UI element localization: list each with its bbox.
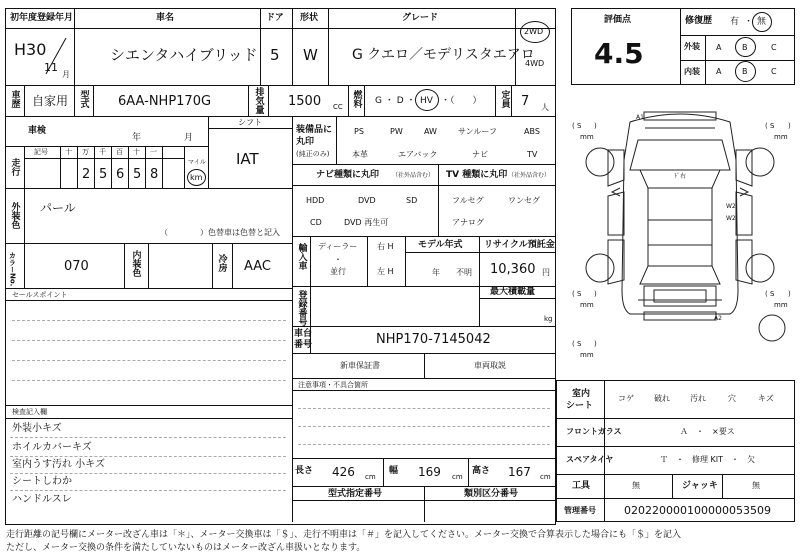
inspection-label: 車検 (28, 126, 47, 136)
repair-history-label: 修復歴 (685, 16, 713, 26)
grade: G クエロ／モデリスタエアロ (352, 47, 535, 63)
inspector-note: 室内うす汚れ 小キズ (12, 459, 105, 470)
equip-pw: PW (390, 127, 403, 136)
shift: IAT (236, 150, 259, 168)
first-reg-label: 初年度登録年月 (10, 13, 74, 23)
shape: W (303, 46, 318, 64)
height-unit: cm (540, 473, 551, 481)
door-label: ドア (266, 13, 284, 23)
mileage-digit: 6 (116, 167, 125, 182)
import-left-h: 左 H (377, 267, 394, 276)
footer-note-1: 走行距離の記号欄にメーター改ざん車は「＊」、メーター交換車は「＄」、走行不明車は「＃」を記入してください。メーター交換で合算表示した場合にも「＄」を記入 (6, 530, 682, 540)
model-year-unknown: 不明 (456, 268, 472, 277)
cc-unit: CC (333, 103, 343, 111)
drive-4wd: 4WD (525, 59, 545, 68)
inspector-note: ハンドルスレ (12, 494, 72, 505)
interior-grade-c: C (771, 67, 777, 76)
footer-note-2: ただし、メーター交換の条件を満たしていないものはメーター改ざん車扱いとなります。 (6, 543, 366, 553)
capacity-unit: 人 (541, 103, 549, 112)
equip-ps: PS (354, 127, 364, 136)
equip-abs: ABS (524, 127, 540, 136)
mileage-label: 走行 (9, 158, 20, 176)
ac-label: 冷房 (216, 254, 227, 272)
unit-ten-man: 十 (65, 148, 72, 156)
unit-ichi: 一 (150, 148, 157, 156)
recycle-amount: 10,360 (490, 262, 536, 277)
equip-tv: TV (527, 150, 538, 159)
windshield-value: Ａ ・ ×要ス (680, 427, 735, 436)
type-designation-label: 型式指定番号 (328, 489, 383, 499)
seat-label-2: シート (566, 401, 594, 411)
category-label: 類別区分番号 (464, 489, 519, 499)
model-year-unit: 年 (432, 268, 440, 277)
tools-label: 工具 (572, 481, 591, 491)
interior-color-label: 内装色 (130, 250, 141, 277)
doors: 5 (270, 46, 280, 64)
tv-type-sub: （社外品含む） (508, 172, 551, 179)
exterior-label: 外装 (684, 42, 700, 51)
recycle-label: リサイクル預託金 (484, 240, 555, 250)
unit-sen: 千 (99, 148, 106, 156)
svg-text:mm: mm (774, 133, 788, 141)
era-year: H30 (14, 40, 47, 59)
warranty-label: 新車保証書 (340, 361, 380, 370)
navi-type-sub: （社外品含む） (392, 172, 435, 179)
fuel-paren: ・（ ） (441, 96, 482, 106)
svg-text:W2: W2 (726, 203, 736, 210)
jack-label: ジャッキ (682, 481, 718, 491)
inspector-note: 外装小キズ (12, 423, 62, 434)
svg-text:A1: A1 (636, 114, 644, 121)
car-name-label: 車名 (156, 13, 175, 23)
registration-label: 登録番号 (296, 290, 307, 326)
equip-navi: ナビ (472, 150, 488, 159)
mileage-digit: 5 (99, 167, 108, 182)
km-label: km (190, 173, 203, 182)
unit-man: 万 (82, 148, 89, 156)
svg-text:mm: mm (580, 301, 594, 309)
navi-sd: SD (406, 196, 418, 205)
model: 6AA-NHP170G (118, 94, 212, 109)
grade-label: グレード (402, 13, 439, 23)
color-label: 外装色 (9, 202, 20, 229)
seat-item: 汚れ (690, 394, 706, 403)
navi-dvd: DVD (358, 196, 376, 205)
displacement: 1500 (288, 94, 322, 109)
mileage-digit: 8 (150, 167, 159, 182)
interior-label: 内装 (684, 67, 700, 76)
seat-item: 破れ (654, 394, 670, 403)
mgmt-label: 管理番号 (564, 506, 596, 515)
reg-month: 11 (44, 61, 58, 74)
shift-label: シフト (238, 118, 262, 127)
mileage-digit: 5 (133, 167, 142, 182)
exterior-grade-c: C (771, 43, 777, 52)
exterior-grade-a: A (716, 43, 722, 52)
svg-text:( S: ( S (572, 290, 582, 298)
usage: 自家用 (32, 94, 69, 108)
equip-leather: 本革 (352, 150, 368, 159)
chassis-label-2: 番号 (294, 340, 313, 350)
max-load-unit: kg (544, 315, 553, 323)
shape-label: 形状 (300, 13, 319, 23)
svg-text:mm: mm (580, 351, 594, 359)
import-dot: ・ (334, 255, 342, 264)
import-right-h: 右 H (377, 242, 394, 251)
fuel-options: G ・ D ・ (375, 96, 416, 106)
score-label: 評価点 (604, 15, 632, 25)
tv-type-label: TV 種類に丸印 (446, 170, 508, 180)
sales-point-label: セールスポイント (12, 291, 68, 299)
svg-text:): ) (594, 340, 597, 348)
repair-no: 無 (757, 17, 767, 27)
tv-analog: アナログ (452, 218, 484, 227)
mgmt-value: 020220000100000053509 (624, 504, 771, 517)
fuel-selected: HV (420, 96, 433, 106)
inspector-note: シートしわか (12, 476, 72, 487)
spare-tire-value: Ｔ ・ 修理 KIT ・ 欠 (660, 455, 756, 464)
inspector-label: 検査記入欄 (12, 408, 47, 416)
car-name: シエンタハイブリッド (110, 46, 258, 64)
chassis-number: NHP170-7145042 (376, 332, 491, 347)
ac-value: AAC (244, 259, 271, 274)
color-change-note: （ ）色替車は色替と記入 (160, 228, 280, 237)
recycle-yen: 円 (542, 268, 550, 277)
inspector-note: ホイルカバーキズ (12, 442, 92, 453)
svg-text:): ) (788, 122, 791, 130)
chassis-label-1: 車台 (294, 329, 313, 339)
bracket-s-label: ( S (572, 122, 582, 130)
repair-yes: 有 (730, 17, 740, 27)
unit-hyaku: 百 (116, 148, 123, 156)
repair-dot: ・ (744, 17, 754, 27)
seat-item: 穴 (728, 394, 736, 403)
drive-2wd: 2WD (524, 27, 544, 36)
manual-label: 車両取説 (474, 361, 506, 370)
mile-label: マイル (188, 159, 206, 166)
capacity: 7 (521, 94, 530, 109)
equip-sunroof: サンルーフ (458, 127, 497, 136)
svg-text:( S: ( S (765, 122, 775, 130)
color-value: パール (40, 201, 76, 215)
mileage-digit: 2 (82, 167, 91, 182)
exterior-grade-b: B (742, 43, 748, 52)
score-value: 4.5 (594, 37, 644, 70)
svg-text:mm: mm (774, 301, 788, 309)
length: 426 (332, 465, 355, 479)
equip-airbag: エアバック (398, 150, 438, 159)
seat-item: コゲ (618, 394, 634, 403)
tv-fullseg: フルセグ (452, 196, 484, 205)
bracket-mm-label: mm (580, 133, 594, 141)
width-unit: cm (452, 473, 463, 481)
notes-label: 注意事項・不具合箇所 (298, 381, 368, 389)
max-load-label: 最大積載量 (490, 287, 536, 297)
model-label: 型式 (78, 90, 89, 108)
seat-label-1: 室内 (572, 389, 591, 399)
svg-text:W2: W2 (726, 215, 736, 222)
color-no: 070 (64, 259, 89, 274)
reg-month-unit: 月 (62, 70, 70, 79)
svg-text:A2: A2 (714, 315, 722, 322)
navi-type-label: ナビ種類に丸印 (316, 170, 380, 180)
interior-grade-a: A (716, 67, 722, 76)
svg-text:ﾄﾞ右: ﾄﾞ右 (674, 173, 687, 180)
svg-text:( S: ( S (572, 340, 582, 348)
displacement-label: 排気量 (253, 87, 264, 114)
usage-label: 車歴 (9, 90, 20, 108)
mileage-symbol-label: 記号 (34, 148, 48, 156)
tv-oneseg: ワンセグ (508, 196, 540, 205)
equipment-label-2: 丸印 (296, 137, 315, 147)
width: 169 (418, 465, 441, 479)
width-label: 幅 (389, 466, 399, 476)
spare-tire-label: スペアタイヤ (566, 455, 614, 464)
unit-ju: 十 (133, 148, 140, 156)
windshield-label: フロントガラス (566, 427, 622, 436)
length-label: 長さ (295, 466, 314, 476)
inspection-month: 月 (184, 133, 194, 143)
svg-text:( S: ( S (765, 290, 775, 298)
jack-value: 無 (752, 481, 760, 490)
length-unit: cm (365, 473, 376, 481)
equipment-label: 装備品に (296, 125, 333, 135)
car-damage-diagram (560, 100, 800, 375)
height-label: 高さ (472, 466, 491, 476)
model-year-label: モデル年式 (418, 240, 463, 250)
tools-value: 無 (632, 481, 640, 490)
svg-text:): ) (594, 122, 597, 130)
svg-text:): ) (788, 290, 791, 298)
color-no-label: カラーNo. (8, 252, 17, 287)
equip-aw: AW (424, 127, 437, 136)
equipment-sub: (純正のみ) (296, 150, 330, 158)
svg-text:): ) (594, 290, 597, 298)
height: 167 (508, 465, 531, 479)
navi-cd: CD (310, 218, 322, 227)
interior-grade-b: B (742, 67, 748, 76)
import-dealer: ディーラー (318, 242, 358, 251)
import-parallel: 並行 (330, 267, 346, 276)
import-label: 輸入車 (296, 243, 307, 270)
inspection-year: 年 (132, 133, 142, 143)
navi-dvd-play: DVD 再生可 (344, 218, 389, 227)
capacity-label: 定員 (499, 90, 510, 108)
seat-item: キズ (758, 394, 774, 403)
navi-hdd: HDD (306, 196, 325, 205)
fuel-label: 燃料 (351, 90, 362, 108)
